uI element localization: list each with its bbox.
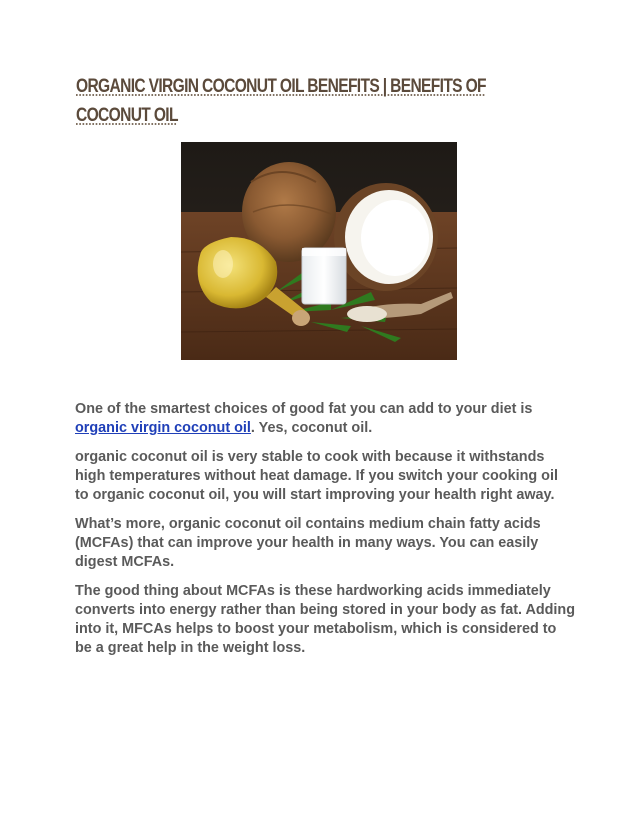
paragraph-intro-tail: . Yes, coconut oil. — [250, 420, 373, 436]
paragraph-cooking-stability: organic coconut oil is very stable to cook with because it withstands high temperatures without heat damage. If you switch your cooking oil to organic coconut oil, you will start improving your health right away. — [75, 449, 558, 503]
paragraph-metabolism: The good thing about MCFAs is these hardworking acids immediately converts into energy rather than being stored in your body as fat. Adding into it, MFCAs helps to boost your metabolism, which is considered to be a great help in the weight loss. — [75, 583, 576, 656]
paragraph-mcfas: What’s more, organic coconut oil contains medium chain fatty acids (MCFAs) that can improve your health in many ways. You can easily digest MCFAs. — [75, 516, 541, 570]
article-title-text: ORGANIC VIRGIN COCONUT OIL BENEFITS | BENEFITS OF COCONUT OIL — [76, 76, 486, 126]
paragraph-intro-text: One of the smartest choices of good fat you can add to your diet is — [75, 401, 533, 417]
paragraph-intro — [75, 400, 575, 438]
article-body — [75, 400, 575, 668]
organic-virgin-coconut-oil-link[interactable]: organic virgin coconut oil — [75, 420, 251, 436]
coconut-oil-photo — [181, 142, 457, 360]
article-title — [76, 72, 535, 130]
